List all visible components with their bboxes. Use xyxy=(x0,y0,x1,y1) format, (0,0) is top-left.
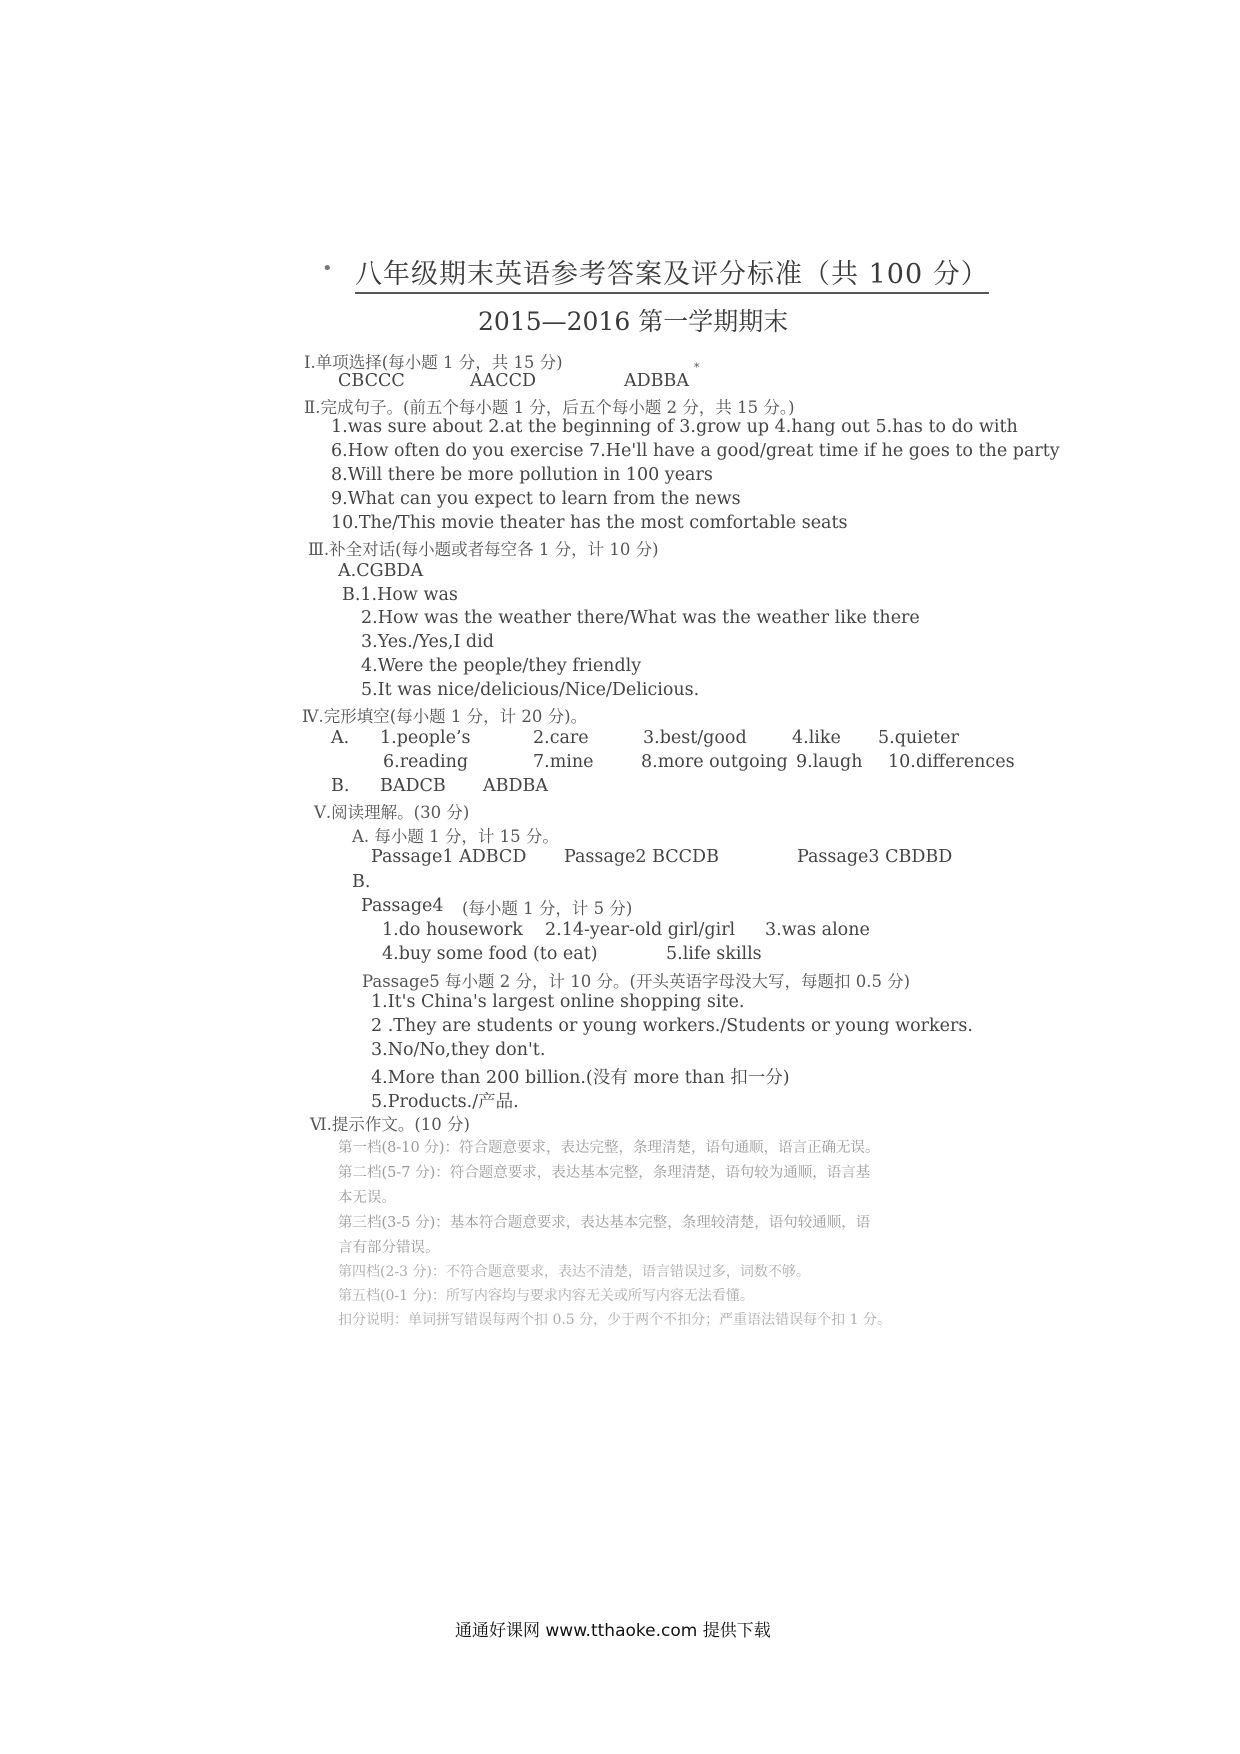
s3-b3: 3.Yes./Yes,I did xyxy=(361,632,494,652)
section-1-heading: Ⅰ.单项选择(每小题 1 分，共 15 分) xyxy=(304,353,563,372)
s5-p4-answer: 2.14-year-old girl/girl xyxy=(545,920,736,940)
s5-passage-4-title: Passage4 xyxy=(361,896,444,916)
s5-p4-answer: 5.life skills xyxy=(666,944,762,964)
s3-b5: 5.It was nice/delicious/Nice/Delicious. xyxy=(361,680,700,700)
bullet-mark: • xyxy=(322,258,333,279)
s2-line-4: 9.What can you expect to learn from the news xyxy=(331,489,741,509)
s5-p4-answer: 1.do housework xyxy=(382,920,523,940)
grading-level-3-cont: 言有部分错误。 xyxy=(338,1240,440,1256)
s3-b2: 2.How was the weather there/What was the weather like there xyxy=(361,608,920,628)
s5-p5-answer: 4.More than 200 billion.(没有 more than 扣一分) xyxy=(371,1068,790,1088)
s4-a-item: 6.reading xyxy=(383,752,469,772)
footer-source: 通通好课网 www.tthaoke.com 提供下载 xyxy=(455,1621,771,1641)
s5-passage-3: Passage3 CBDBD xyxy=(797,847,953,867)
grading-level-3: 第三档(3-5 分)：基本符合题意要求，表达基本完整，条理较清楚，语句较通顺，语 xyxy=(338,1215,871,1231)
grading-level-2: 第二档(5-7 分)：符合题意要求，表达基本完整，条理清楚，语句较为通顺，语言基 xyxy=(338,1165,871,1181)
s3-b1: B.1.How was xyxy=(342,585,458,605)
page-subtitle: 2015—2016 第一学期期末 xyxy=(478,307,789,336)
grading-level-5: 第五档(0-1 分)：所写内容均与要求内容无关或所写内容无法看懂。 xyxy=(338,1288,754,1304)
s4-a-item: 5.quieter xyxy=(878,728,959,748)
s1-answers-2: AACCD xyxy=(470,371,537,391)
grading-level-4: 第四档(2-3 分)：不符合题意要求，表达不清楚，语言错误过多，词数不够。 xyxy=(338,1264,810,1280)
s5-passage-2: Passage2 BCCDB xyxy=(564,847,719,867)
grading-level-2-cont: 本无误。 xyxy=(338,1190,396,1206)
s1-answers-1: CBCCC xyxy=(338,371,405,391)
s4-a-item: 10.differences xyxy=(888,752,1015,772)
s4-a-item: 4.like xyxy=(792,728,841,748)
s2-line-3: 8.Will there be more pollution in 100 years xyxy=(331,465,713,485)
s5-b-label: B. xyxy=(352,872,371,892)
grading-level-1: 第一档(8-10 分)：符合题意要求，表达完整，条理清楚，语句通顺，语言正确无误。 xyxy=(338,1140,880,1156)
s4-a-item: 8.more outgoing xyxy=(641,752,788,772)
s4-a-label: A. xyxy=(331,728,350,748)
s4-b-answers-2: ABDBA xyxy=(483,776,549,796)
deduction-note: 扣分说明：单词拼写错误每两个扣 0.5 分，少于两个不扣分；严重语法错误每个扣 1 分。 xyxy=(338,1312,891,1328)
s4-b-answers-1: BADCB xyxy=(380,776,446,796)
s4-b-label: B. xyxy=(331,776,350,796)
s5-passage-5-title: Passage5 每小题 2 分，计 10 分。(开头英语字母没大写，每题扣 0.5 分) xyxy=(362,972,911,991)
s4-a-item: 3.best/good xyxy=(643,728,747,748)
section-6-heading: Ⅵ.提示作文。(10 分) xyxy=(310,1115,470,1134)
s5-passage-4-note: (每小题 1 分，计 5 分) xyxy=(462,899,633,918)
s1-answers-3: ADBBA xyxy=(624,371,690,391)
s5-p4-answer: 3.was alone xyxy=(765,920,870,940)
section-3-heading: Ⅲ.补全对话(每小题或者每空各 1 分，计 10 分) xyxy=(308,540,659,559)
s5-a-line: A. 每小题 1 分，计 15 分。 xyxy=(352,827,559,846)
section-4-heading: Ⅳ.完形填空(每小题 1 分，计 20 分)。 xyxy=(302,707,588,726)
asterisk-mark: * xyxy=(694,361,700,374)
s5-p5-answer: 1.It's China's largest online shopping site. xyxy=(371,992,745,1012)
s4-a-item: 9.laugh xyxy=(796,752,863,772)
s5-p5-answer: 3.No/No,they don't. xyxy=(371,1040,546,1060)
s3-b4: 4.Were the people/they friendly xyxy=(361,656,642,676)
page-title: 八年级期末英语参考答案及评分标准（共 100 分） xyxy=(355,252,989,294)
s3-a: A.CGBDA xyxy=(338,561,424,581)
s2-line-2: 6.How often do you exercise 7.He'll have a good/great time if he goes to the party xyxy=(331,441,1060,461)
s4-a-item: 1.people’s xyxy=(380,728,471,748)
s5-passage-1: Passage1 ADBCD xyxy=(371,847,527,867)
s4-a-item: 2.care xyxy=(533,728,589,748)
section-5-heading: Ⅴ.阅读理解。(30 分) xyxy=(314,803,470,822)
s2-line-1: 1.was sure about 2.at the beginning of 3.grow up 4.hang out 5.has to do with xyxy=(331,417,1018,437)
s5-p5-answer: 5.Products./产品. xyxy=(371,1092,519,1112)
section-2-heading: Ⅱ.完成句子。(前五个每小题 1 分，后五个每小题 2 分，共 15 分。) xyxy=(304,398,795,417)
s5-p4-answer: 4.buy some food (to eat) xyxy=(382,944,598,964)
s5-p5-answer: 2 .They are students or young workers./Students or young workers. xyxy=(371,1016,973,1036)
s2-line-5: 10.The/This movie theater has the most comfortable seats xyxy=(331,513,848,533)
s4-a-item: 7.mine xyxy=(533,752,594,772)
